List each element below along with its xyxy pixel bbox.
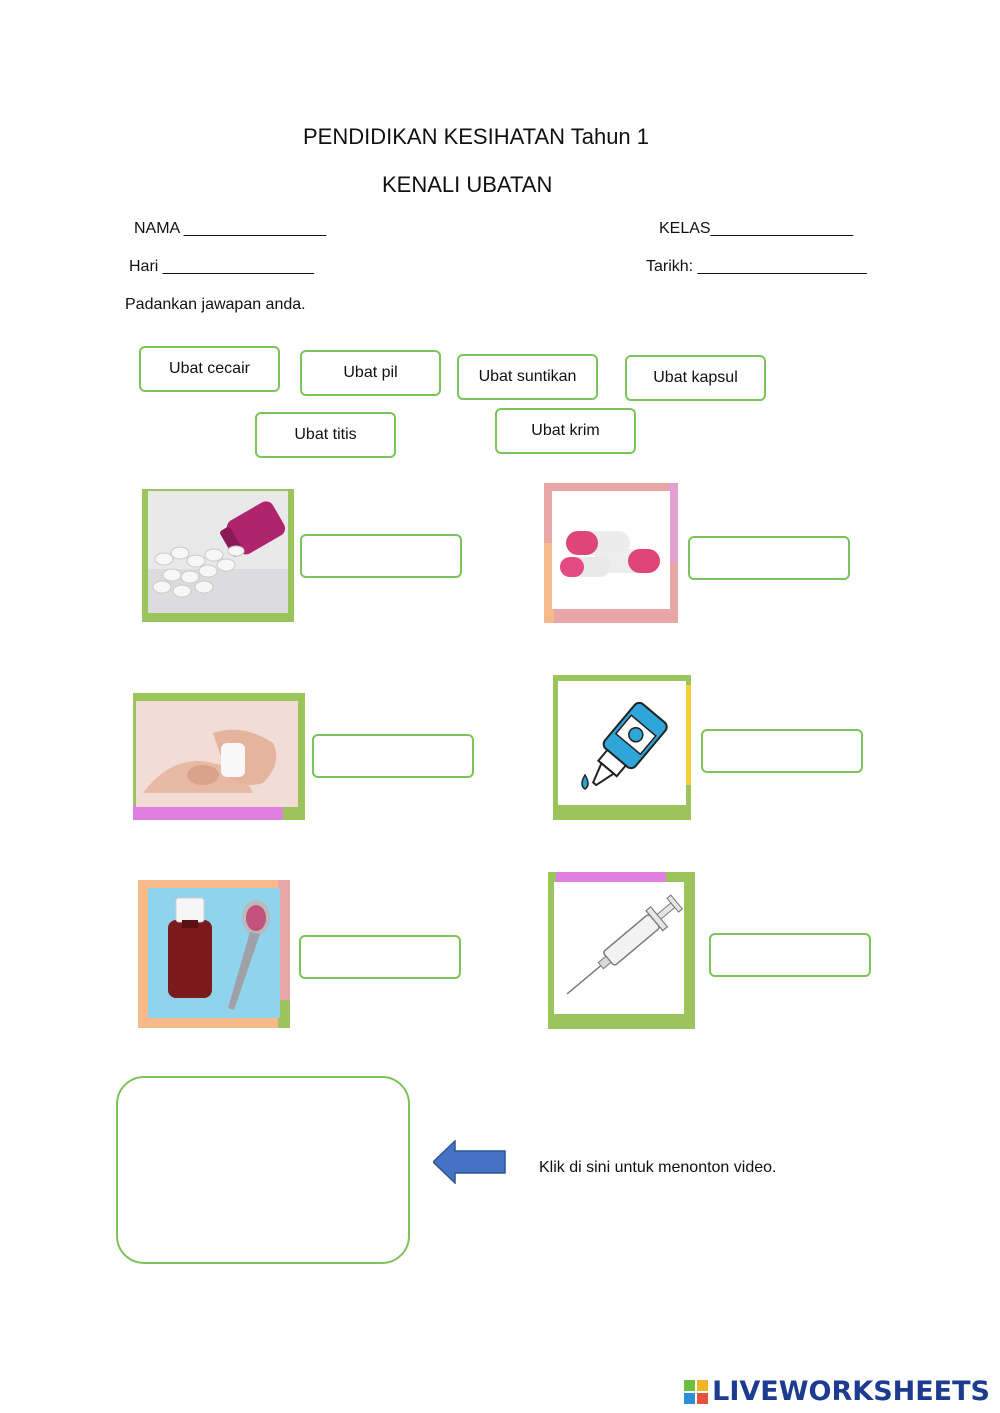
answer-box-2[interactable] xyxy=(688,536,850,580)
option-ubat-pil[interactable] xyxy=(300,350,441,396)
video-player-box[interactable] xyxy=(116,1076,410,1264)
logo-blocks-icon xyxy=(684,1380,708,1404)
instruction-text: Padankan jawapan anda. xyxy=(125,296,306,313)
worksheet-title: PENDIDIKAN KESIHATAN Tahun 1 xyxy=(303,124,650,149)
answer-box-1[interactable] xyxy=(300,534,462,578)
syrup-spoon-icon xyxy=(138,880,290,1028)
answer-box-5[interactable] xyxy=(299,935,461,979)
video-caption: Klik di sini untuk menonton video. xyxy=(539,1159,777,1176)
kelas-field: KELAS________________ xyxy=(659,220,853,237)
brand-name: LIVEWORKSHEETS xyxy=(712,1376,990,1407)
option-label: Ubat krim xyxy=(531,422,600,439)
capsules-icon xyxy=(544,483,678,623)
pills-bottle-icon xyxy=(142,489,294,622)
liveworksheets-logo xyxy=(684,1376,990,1407)
answer-box-6[interactable] xyxy=(709,933,871,977)
cream-hands-icon xyxy=(133,693,305,820)
option-label: Ubat kapsul xyxy=(653,369,738,386)
option-ubat-cecair[interactable] xyxy=(139,346,280,392)
option-label: Ubat titis xyxy=(294,426,357,443)
worksheet-subtitle: KENALI UBATAN xyxy=(382,172,553,197)
option-ubat-kapsul[interactable] xyxy=(625,355,766,401)
option-label: Ubat cecair xyxy=(169,360,250,377)
option-ubat-titis[interactable] xyxy=(255,412,396,458)
hari-field: Hari _________________ xyxy=(129,258,315,275)
syringe-icon xyxy=(548,872,695,1029)
option-ubat-suntikan[interactable] xyxy=(457,354,598,400)
nama-field: NAMA ________________ xyxy=(134,220,327,237)
dropper-bottle-icon xyxy=(553,675,691,820)
tarikh-field: Tarikh: ___________________ xyxy=(646,258,867,275)
answer-box-3[interactable] xyxy=(312,734,474,778)
option-label: Ubat suntikan xyxy=(478,368,577,385)
option-ubat-krim[interactable] xyxy=(495,408,636,454)
answer-box-4[interactable] xyxy=(701,729,863,773)
arrow-left-icon xyxy=(433,1140,507,1184)
option-label: Ubat pil xyxy=(343,364,398,381)
